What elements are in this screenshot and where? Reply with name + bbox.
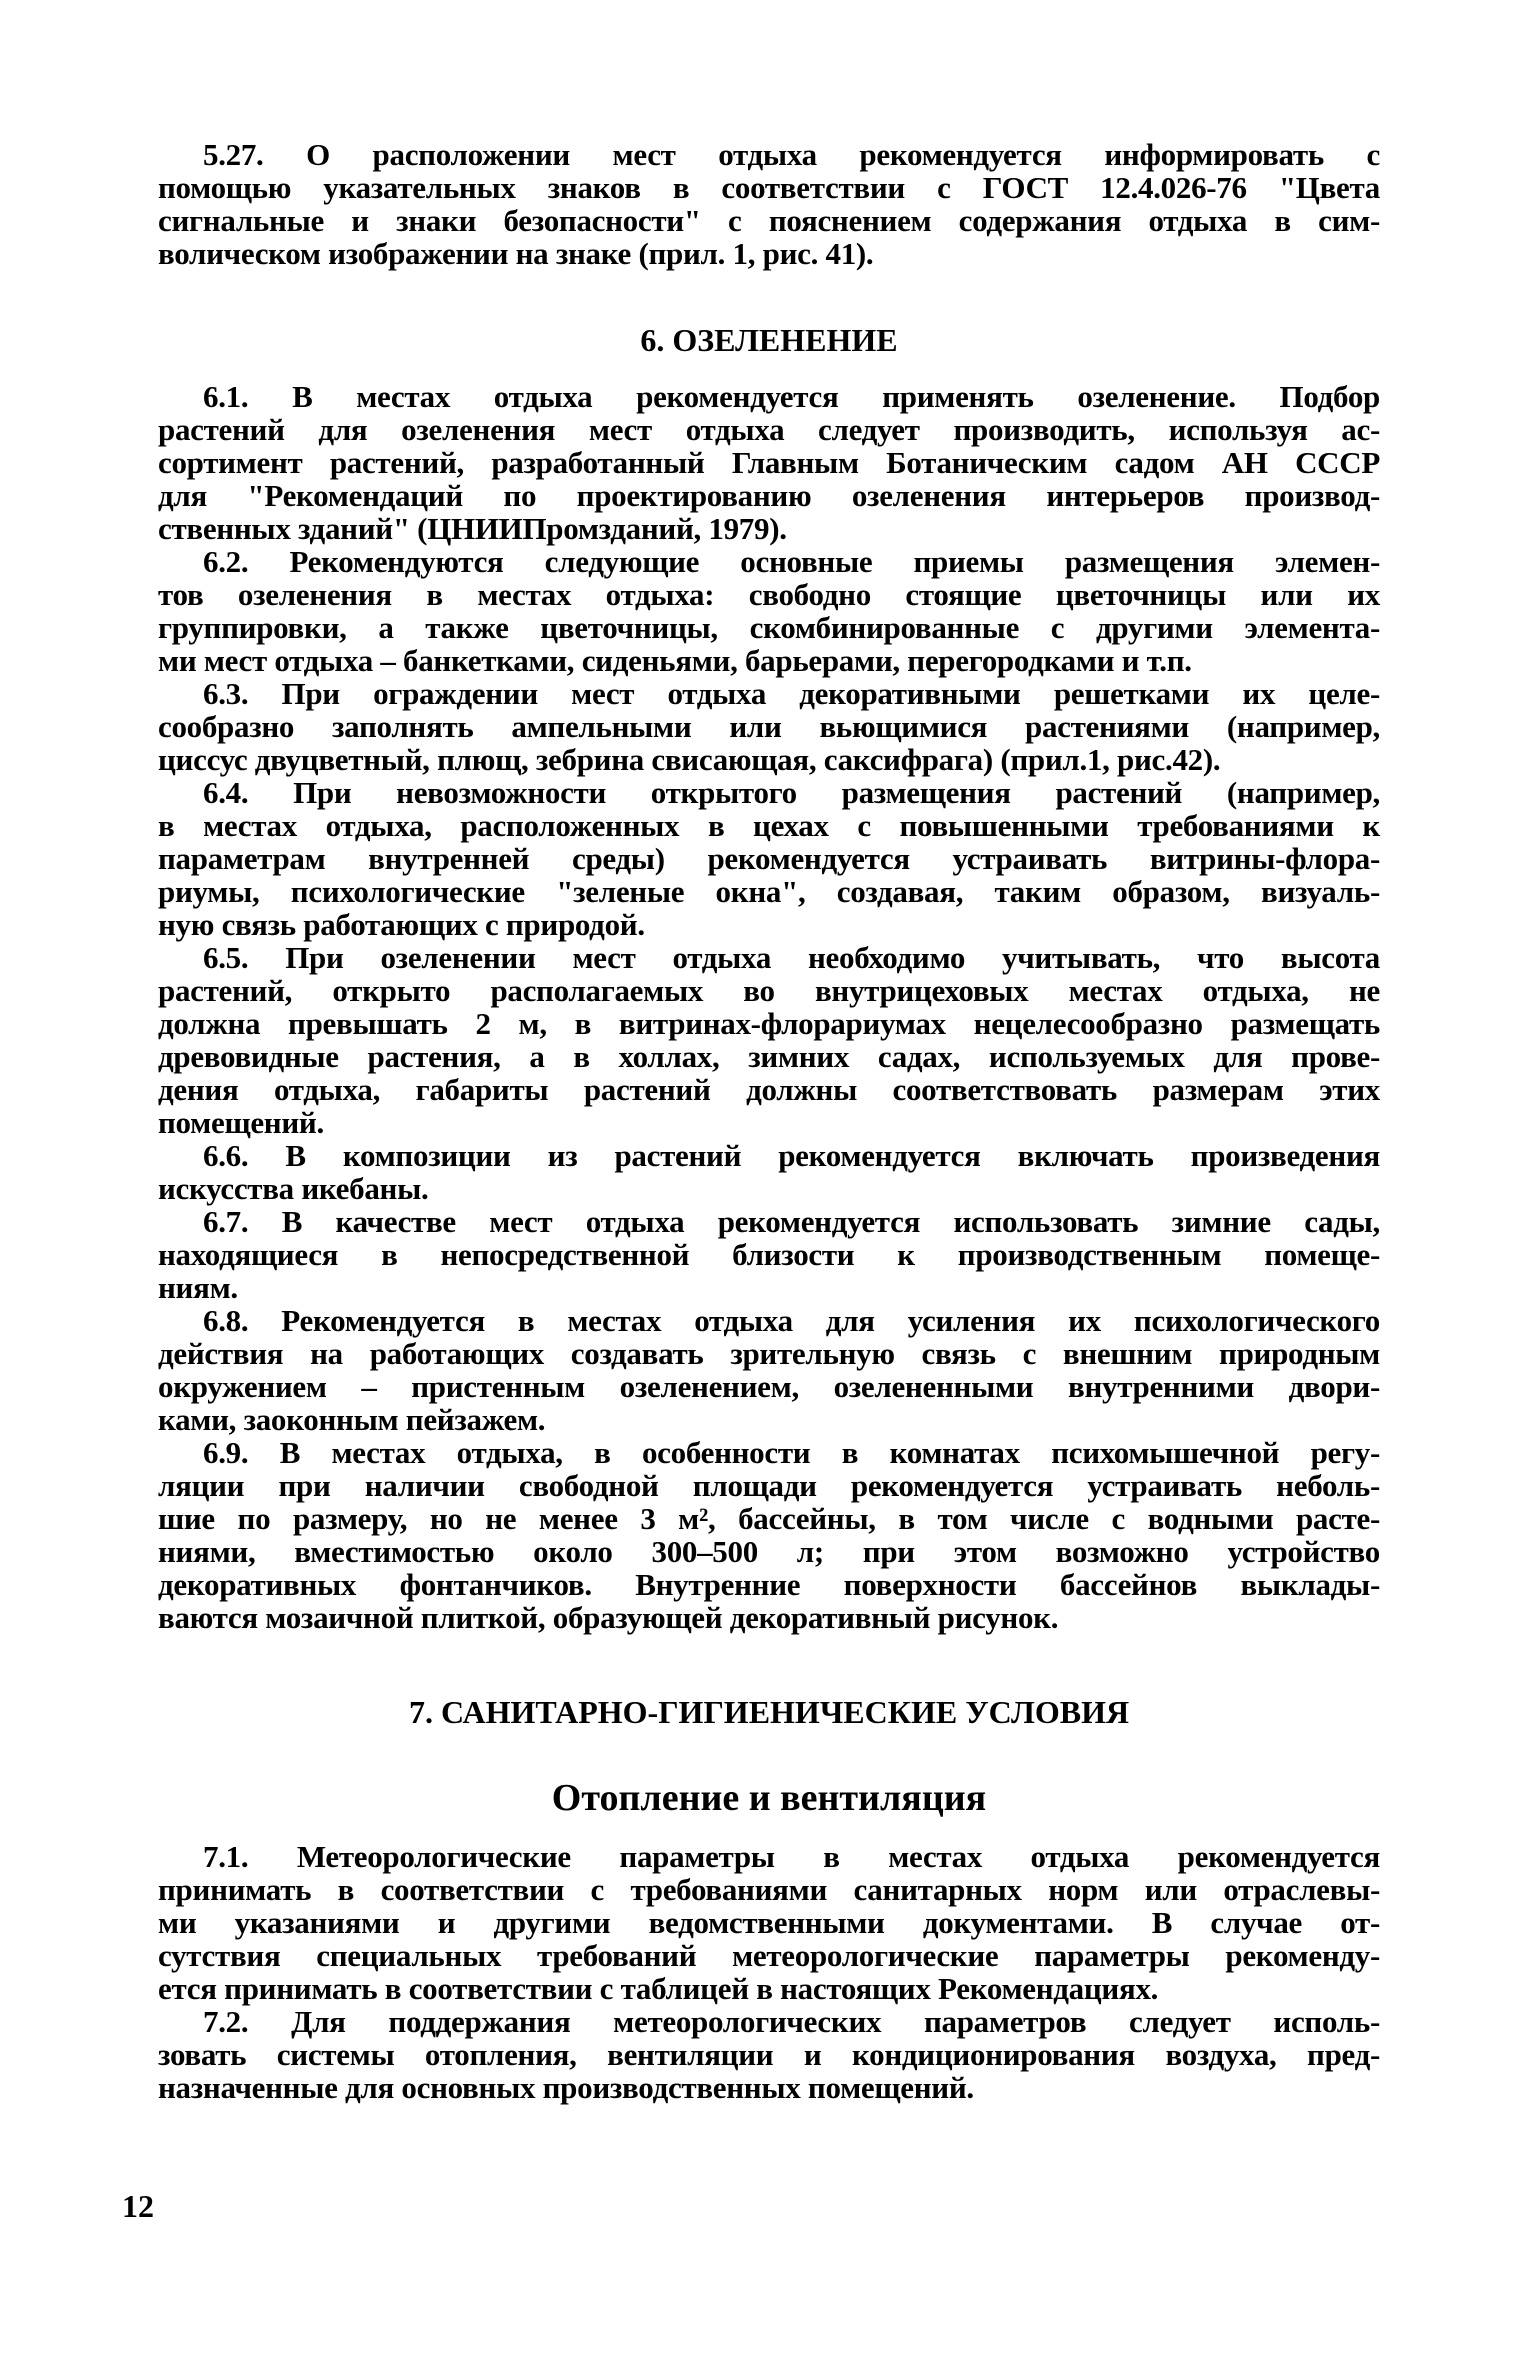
text-line: ется принимать в соответствии с таблицей в настоящих Рекомендациях.: [158, 1971, 1159, 2006]
text-line: группировки, а также цветочницы, скомбинированные с другими элемента-: [158, 610, 1380, 645]
text-line: ниями, вместимостью около 300–500 л; при этом возможно устройство: [158, 1534, 1380, 1569]
text-line: сортимент растений, разработанный Главным Ботаническим садом АН СССР: [158, 445, 1380, 480]
section-6: [158, 380, 1380, 1634]
text-line: действия на работающих создавать зрительную связь с внешним природным: [158, 1336, 1380, 1371]
text-line: декоративных фонтанчиков. Внутренние поверхности бассейнов выклады-: [158, 1567, 1380, 1602]
paragraph: [158, 677, 1380, 776]
text-line: ляции при наличии свободной площади рекомендуется устраивать неболь-: [158, 1468, 1380, 1503]
text-line: помещений.: [158, 1105, 324, 1140]
page-number: 12: [122, 2188, 154, 2224]
text-line: древовидные растения, а в холлах, зимних садах, используемых для прове-: [158, 1039, 1380, 1074]
text-line: 6.8. Рекомендуется в местах отдыха для усиления их психологического: [203, 1303, 1380, 1338]
text-line: 6.9. В местах отдыха, в особенности в комнатах психомышечной регу-: [203, 1435, 1380, 1470]
text-line: назначенные для основных производственных помещений.: [158, 2070, 974, 2105]
text-line: зовать системы отопления, вентиляции и кондиционирования воздуха, пред-: [158, 2037, 1380, 2072]
paragraph: [158, 941, 1380, 1139]
text-line: ственных зданий" (ЦНИИПромзданий, 1979).: [158, 511, 787, 546]
text-line: растений для озеленения мест отдыха следует производить, используя ас-: [158, 412, 1380, 447]
section-6-heading: 6. ОЗЕЛЕНЕНИЕ: [640, 322, 898, 358]
text-line: в местах отдыха, расположенных в цехах с повышенными требованиями к: [158, 808, 1380, 843]
text-line: находящиеся в непосредственной близости к производственным помеще-: [158, 1237, 1380, 1272]
text-line: должна превышать 2 м, в витринах-флорариумах нецелесообразно размещать: [158, 1006, 1380, 1041]
paragraph: [158, 1139, 1380, 1205]
text-line: сутствия специальных требований метеорологические параметры рекоменду-: [158, 1938, 1380, 1973]
text-line: 6.5. При озеленении мест отдыха необходимо учитывать, что высота: [203, 940, 1380, 975]
text-line: для "Рекомендаций по проектированию озеленения интерьеров производ-: [158, 478, 1380, 513]
text-line: 6.3. При ограждении мест отдыха декоративными решетками их целе-: [203, 676, 1380, 711]
text-line: параметрам внутренней среды) рекомендуется устраивать витрины-флора-: [158, 841, 1380, 876]
text-line: ниям.: [158, 1270, 238, 1305]
text-line: сообразно заполнять ампельными или вьющимися растениями (например,: [158, 709, 1380, 744]
text-line: 6.2. Рекомендуются следующие основные приемы размещения элемен-: [203, 544, 1380, 579]
text-line: 6.6. В композиции из растений рекомендуется включать произведения: [203, 1138, 1380, 1173]
text-line: растений, открыто располагаемых во внутрицеховых местах отдыха, не: [158, 973, 1380, 1008]
text-line: шие по размеру, но не менее 3 м², бассейны, в том числе с водными расте-: [158, 1501, 1380, 1536]
text-line: принимать в соответствии с требованиями санитарных норм или отраслевы-: [158, 1872, 1380, 1907]
text-line: циссус двуцветный, плющ, зебрина свисающая, саксифрага) (прил.1, рис.42).: [158, 742, 1221, 777]
text-line: ваются мозаичной плиткой, образующей декоративный рисунок.: [158, 1600, 1059, 1635]
paragraph: [158, 1436, 1380, 1634]
text-line: ную связь работающих с природой.: [158, 907, 645, 942]
text-line: ми мест отдыха – банкетками, сиденьями, барьерами, перегородками и т.п.: [158, 643, 1192, 678]
paragraph: [158, 1304, 1380, 1436]
text-line: 7.2. Для поддержания метеорологических параметров следует исполь-: [203, 2004, 1380, 2039]
text-line: окружением – пристенным озеленением, озелененными внутренними двори-: [158, 1369, 1380, 1404]
text-line: 7.1. Метеорологические параметры в местах отдыха рекомендуется: [203, 1839, 1380, 1874]
text-line: дения отдыха, габариты растений должны соответствовать размерам этих: [158, 1072, 1380, 1107]
paragraph: [158, 545, 1380, 677]
paragraph: [158, 380, 1380, 545]
text-line: тов озеленения в местах отдыха: свободно стоящие цветочницы или их: [158, 577, 1380, 612]
paragraph: [158, 776, 1380, 941]
text-line: 6.1. В местах отдыха рекомендуется применять озеленение. Подбор: [203, 379, 1380, 414]
paragraph: [158, 138, 1380, 270]
paragraph: [158, 1205, 1380, 1304]
section-7: [158, 1840, 1380, 2104]
text-line: сигнальные и знаки безопасности" с пояснением содержания отдыха в сим-: [158, 203, 1380, 238]
text-line: 5.27. О расположении мест отдыха рекомендуется информировать с: [203, 137, 1380, 172]
text-line: 6.4. При невозможности открытого размещения растений (например,: [203, 775, 1380, 810]
document-page: [158, 138, 1380, 2104]
text-line: помощью указательных знаков в соответствии с ГОСТ 12.4.026-76 "Цвета: [158, 170, 1380, 205]
paragraph: [158, 2005, 1380, 2104]
subsection-heading-heating-ventilation: Отопление и вентиляция: [551, 1777, 987, 1819]
text-line: искусства икебаны.: [158, 1171, 429, 1206]
text-line: волическом изображении на знаке (прил. 1, рис. 41).: [158, 236, 874, 271]
text-line: 6.7. В качестве мест отдыха рекомендуется использовать зимние сады,: [203, 1204, 1380, 1239]
paragraph: [158, 1840, 1380, 2005]
section-5: [158, 138, 1380, 270]
text-line: ками, заоконным пейзажем.: [158, 1402, 546, 1437]
text-line: ми указаниями и другими ведомственными документами. В случае от-: [158, 1905, 1380, 1940]
text-line: риумы, психологические "зеленые окна", создавая, таким образом, визуаль-: [158, 874, 1380, 909]
section-7-heading: 7. САНИТАРНО-ГИГИЕНИЧЕСКИЕ УСЛОВИЯ: [408, 1694, 1130, 1730]
